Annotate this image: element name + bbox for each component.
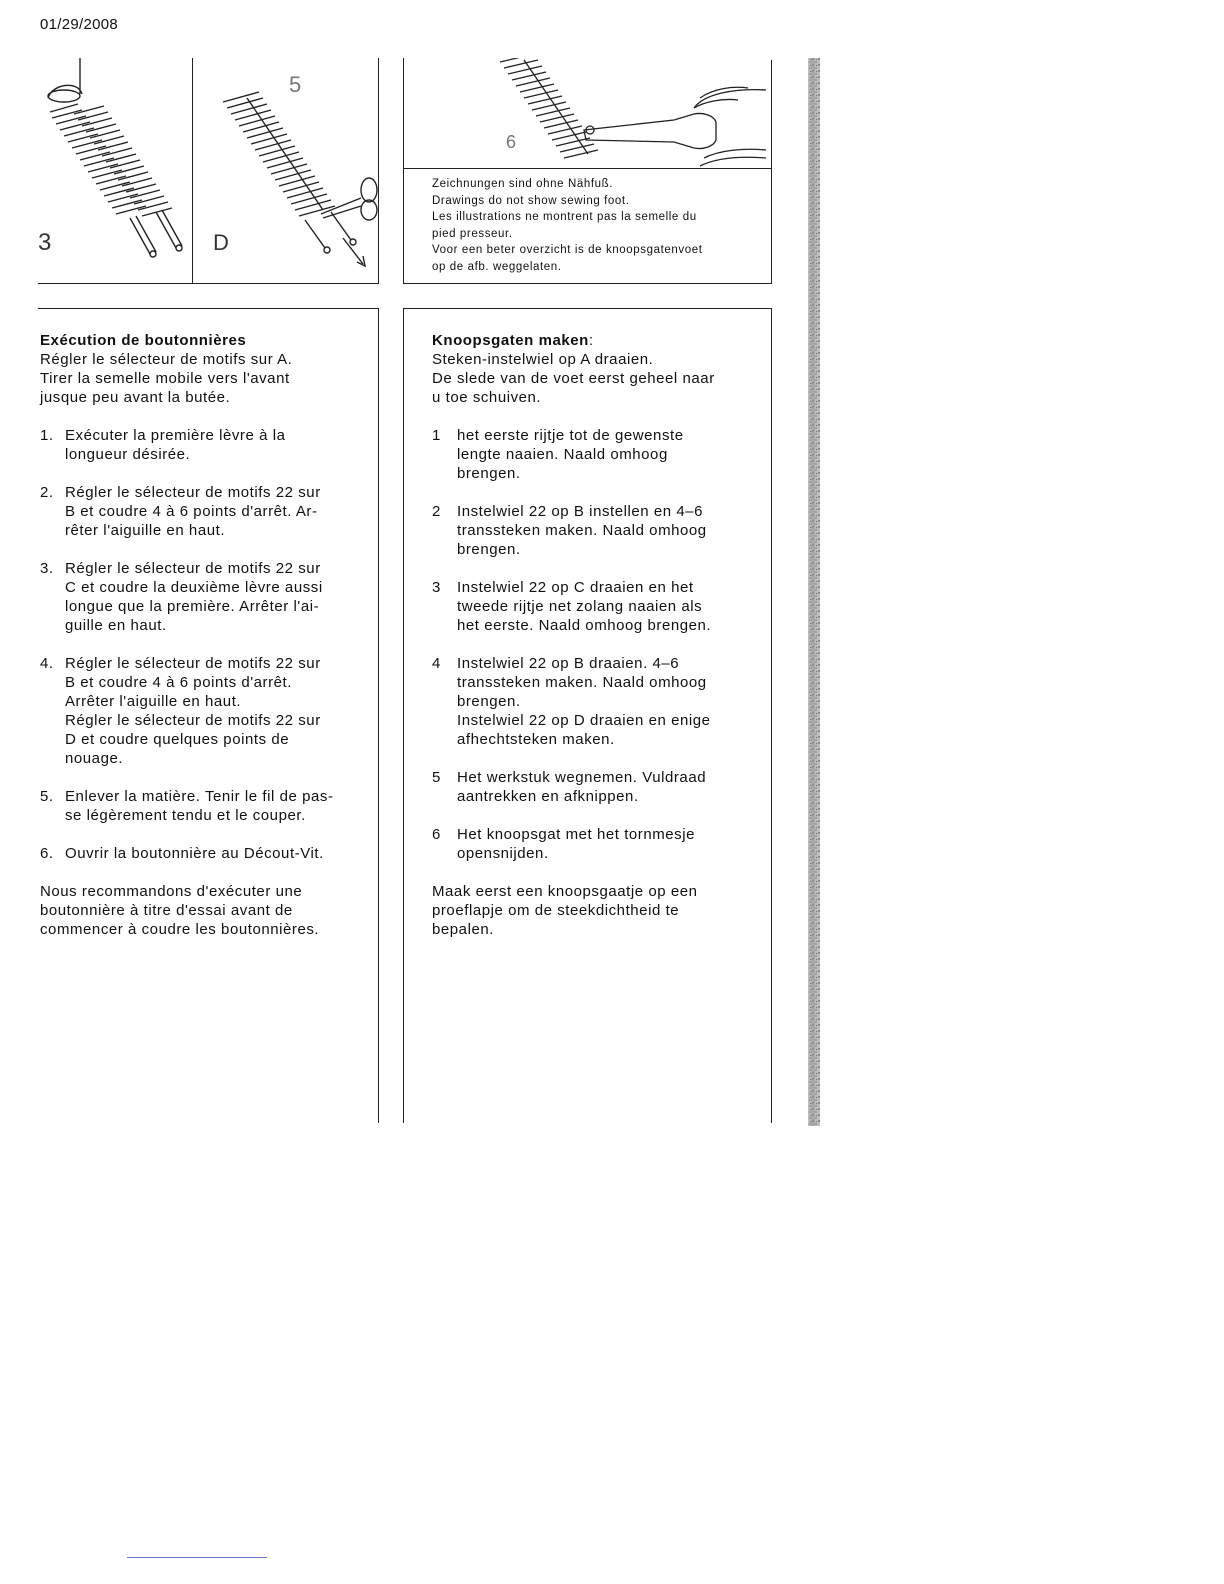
step-line: Régler le sélecteur de motifs 22 sur <box>65 560 321 577</box>
french-step-2 <box>40 483 370 540</box>
step-line: brengen. <box>457 465 521 482</box>
intro-line: jusque peu avant la butée. <box>40 389 231 406</box>
dutch-intro <box>432 350 762 407</box>
step-line: C et coudre la deuxième lèvre aussi <box>65 579 323 596</box>
divider-right-column-left <box>403 308 404 1123</box>
step-line: Enlever la matière. Tenir le fil de pas- <box>65 788 334 805</box>
divider-left-column-body <box>378 308 379 1123</box>
step-line: het eerste. Naald omhoog brengen. <box>457 617 712 634</box>
figure-1-label: 3 <box>38 229 52 256</box>
divider-left-column-top <box>378 58 379 284</box>
caption-line: Drawings do not show sewing foot. <box>432 194 630 207</box>
divider-right-figure-right <box>771 60 772 284</box>
step-line: afhechtsteken maken. <box>457 731 615 748</box>
step-line: lengte naaien. Naald omhoog <box>457 446 668 463</box>
dutch-step-3 <box>432 578 762 635</box>
figure-2-label: D <box>213 230 229 255</box>
french-intro <box>40 350 370 407</box>
step-line: B et coudre 4 à 6 points d'arrêt. Ar- <box>65 503 318 520</box>
intro-line: Steken-instelwiel op A draaien. <box>432 351 654 368</box>
intro-line: De slede van de voet eerst geheel naar <box>432 370 715 387</box>
divider-text-top-right <box>403 308 772 309</box>
step-number: 5 <box>432 769 441 786</box>
dutch-title-line <box>432 331 762 350</box>
dutch-step-1 <box>432 426 762 483</box>
step-number: 1. <box>40 427 54 444</box>
step-line: Régler le sélecteur de motifs 22 sur <box>65 655 321 672</box>
buttonhole-illustration-step-5 <box>193 58 378 283</box>
step-line: aantrekken en afknippen. <box>457 788 639 805</box>
step-number: 4. <box>40 655 54 672</box>
figure-2-number: 5 <box>289 72 302 97</box>
divider-right-figure-bottom <box>403 283 772 284</box>
step-number: 6. <box>40 845 54 862</box>
outro-line: commencer à coudre les boutonnières. <box>40 921 320 938</box>
step-line: brengen. <box>457 541 521 558</box>
intro-line: Tirer la semelle mobile vers l'avant <box>40 370 290 387</box>
step-line: longueur désirée. <box>65 446 191 463</box>
step-line: guille en haut. <box>65 617 167 634</box>
footer-rule <box>127 1557 267 1558</box>
french-outro <box>40 882 370 939</box>
dutch-title: Knoopsgaten maken <box>432 332 589 349</box>
step-line: Instelwiel 22 op B instellen en 4–6 <box>457 503 704 520</box>
outro-line: proeflapje om de steekdichtheid te <box>432 902 680 919</box>
caption-line: Les illustrations ne montrent pas la semelle du <box>432 211 697 223</box>
buttonhole-illustration-step-3 <box>38 58 192 283</box>
caption-line: pied presseur. <box>432 227 513 240</box>
step-line: Instelwiel 22 op C draaien en het <box>457 579 694 596</box>
step-line: transsteken maken. Naald omhoog <box>457 522 707 539</box>
french-title: Exécution de boutonnières <box>40 332 247 349</box>
step-number: 1 <box>432 427 441 444</box>
dutch-instructions <box>432 331 762 939</box>
caption-line: op de afb. weggelaten. <box>432 260 562 273</box>
figure-3-number: 6 <box>506 132 517 152</box>
step-line: Régler le sélecteur de motifs 22 sur <box>65 484 321 501</box>
french-step-3 <box>40 559 370 635</box>
step-line: longue que la première. Arrêter l'ai- <box>65 598 320 615</box>
figure-caption <box>432 176 762 275</box>
dutch-step-6 <box>432 825 762 863</box>
french-step-5 <box>40 787 370 825</box>
intro-line: Régler le sélecteur de motifs sur A. <box>40 351 293 368</box>
french-instructions <box>40 331 370 939</box>
divider-caption-top <box>403 168 772 169</box>
divider-left-figure-bottom <box>38 283 379 284</box>
dutch-step-5 <box>432 768 762 806</box>
step-line: rêter l'aiguille en haut. <box>65 522 226 539</box>
scan-edge-shadow <box>800 58 824 1126</box>
step-line: Arrêter l'aiguille en haut. <box>65 693 242 710</box>
step-line: transsteken maken. Naald omhoog <box>457 674 707 691</box>
divider-right-column-right <box>771 308 772 1123</box>
divider-text-top-left <box>38 308 379 309</box>
french-step-1 <box>40 426 370 464</box>
step-number: 4 <box>432 655 441 672</box>
document-date: 01/29/2008 <box>40 16 119 33</box>
buttonhole-illustration-step-6 <box>404 58 771 168</box>
step-line: Exécuter la première lèvre à la <box>65 427 286 444</box>
dutch-title-colon: : <box>588 332 594 349</box>
outro-line: Maak eerst een knoopsgaatje op een <box>432 883 698 900</box>
step-line: se légèrement tendu et le couper. <box>65 807 306 824</box>
caption-line: Zeichnungen sind ohne Nähfuß. <box>432 178 614 190</box>
step-line: brengen. <box>457 693 521 710</box>
step-number: 3 <box>432 579 441 596</box>
step-number: 2 <box>432 503 441 520</box>
step-number: 3. <box>40 560 54 577</box>
dutch-step-4 <box>432 654 762 749</box>
step-line: Het knoopsgat met het tornmesje <box>457 826 695 843</box>
step-line: Instelwiel 22 op D draaien en enige <box>457 712 711 729</box>
dutch-step-2 <box>432 502 762 559</box>
outro-line: Nous recommandons d'exécuter une <box>40 883 303 900</box>
step-line: tweede rijtje net zolang naaien als <box>457 598 703 615</box>
step-line: Het werkstuk wegnemen. Vuldraad <box>457 769 707 786</box>
step-number: 2. <box>40 484 54 501</box>
step-line: nouage. <box>65 750 124 767</box>
step-line: Régler le sélecteur de motifs 22 sur <box>65 712 321 729</box>
french-step-4 <box>40 654 370 768</box>
intro-line: u toe schuiven. <box>432 389 542 406</box>
dutch-outro <box>432 882 762 939</box>
step-number: 6 <box>432 826 441 843</box>
step-number: 5. <box>40 788 54 805</box>
step-line: B et coudre 4 à 6 points d'arrêt. <box>65 674 292 691</box>
french-step-6 <box>40 844 370 863</box>
step-line: opensnijden. <box>457 845 549 862</box>
step-line: het eerste rijtje tot de gewenste <box>457 427 684 444</box>
outro-line: boutonnière à titre d'essai avant de <box>40 902 293 919</box>
step-line: Instelwiel 22 op B draaien. 4–6 <box>457 655 680 672</box>
step-line: D et coudre quelques points de <box>65 731 290 748</box>
step-line: Ouvrir la boutonnière au Décout-Vit. <box>65 845 324 862</box>
caption-line: Voor een beter overzicht is de knoopsgatenvoet <box>432 244 703 256</box>
outro-line: bepalen. <box>432 921 494 938</box>
